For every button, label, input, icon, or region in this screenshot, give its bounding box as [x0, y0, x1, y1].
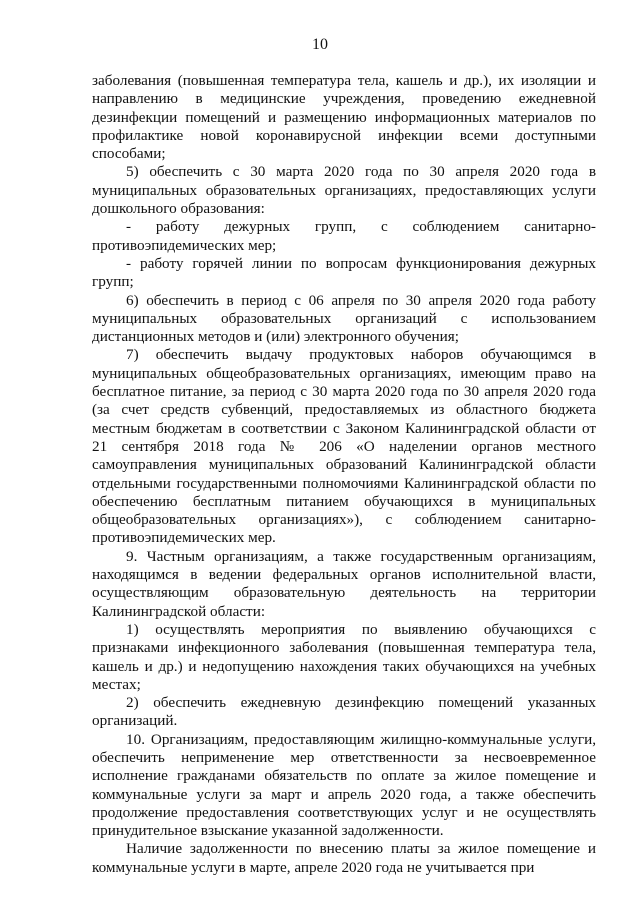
- paragraph-section-9: 9. Частным организациям, а также государственным организациям, находящимся в ведении федеральных органов исполнительной власти, осуществляющим образовательную деятельность на территории Калининградской области:: [92, 547, 596, 620]
- page-number: 10: [312, 36, 328, 53]
- paragraph-item-5: 5) обеспечить с 30 марта 2020 года по 30 апреля 2020 года в муниципальных образовательных организациях, предоставляющих услуги дошкольного образования:: [92, 163, 596, 218]
- paragraph-section-9-item-1: 1) осуществлять мероприятия по выявлению обучающихся с признаками инфекционного заболевания (повышенная температура тела, кашель и др.) и недопущению нахождения таких обучающихся на учебных местах;: [92, 620, 596, 693]
- paragraph-hotline: - работу горячей линии по вопросам функционирования дежурных групп;: [92, 254, 596, 291]
- paragraph-section-10: 10. Организациям, предоставляющим жилищно-коммунальные услуги, обеспечить неприменение мер ответственности за несвоевременное исполнение гражданами обязательств по оплате за жилое помещение и коммунальные услуги за март и апрель 2020 года, а также обеспечить продолжение предоставления соответствующих услуг и не осуществлять принудительное взыскание указанной задолженности.: [92, 730, 596, 840]
- document-body: [92, 72, 596, 877]
- paragraph-debt-note: Наличие задолженности по внесению платы за жилое помещение и коммунальные услуги в марте, апреле 2020 года не учитывается при: [92, 840, 596, 876]
- paragraph-continuation: заболевания (повышенная температура тела, кашель и др.), их изоляции и направлению в медицинские учреждения, проведению ежедневной дезинфекции помещений и размещению информационных материалов по профилактике новой коронавирусной инфекции всеми доступными способами;: [92, 72, 596, 163]
- paragraph-duty-groups: - работу дежурных групп, с соблюдением санитарно-противоэпидемических мер;: [92, 218, 596, 254]
- paragraph-item-6: 6) обеспечить в период с 06 апреля по 30 апреля 2020 года работу муниципальных образовательных организаций с использованием дистанционных методов и (или) электронного обучения;: [92, 291, 596, 346]
- paragraph-item-7: 7) обеспечить выдачу продуктовых наборов обучающимся в муниципальных общеобразовательных организациях, имеющим право на бесплатное питание, за период с 30 марта 2020 года по 30 апреля 2020 года (за счет средств субвенций, предоставляемых из областного бюджета местным бюджетам в соответствии с Законом Калининградской области от 21 сентября 2018 года № 206 «О наделении органов местного самоуправления муниципальных образований Калининградской области отдельными государственными полномочиями Калининградской области по обеспечению бесплатным питанием обучающихся в муниципальных общеобразовательных организациях»), с соблюдением санитарно-противоэпидемических мер.: [92, 346, 596, 547]
- paragraph-section-9-item-2: 2) обеспечить ежедневную дезинфекцию помещений указанных организаций.: [92, 694, 596, 730]
